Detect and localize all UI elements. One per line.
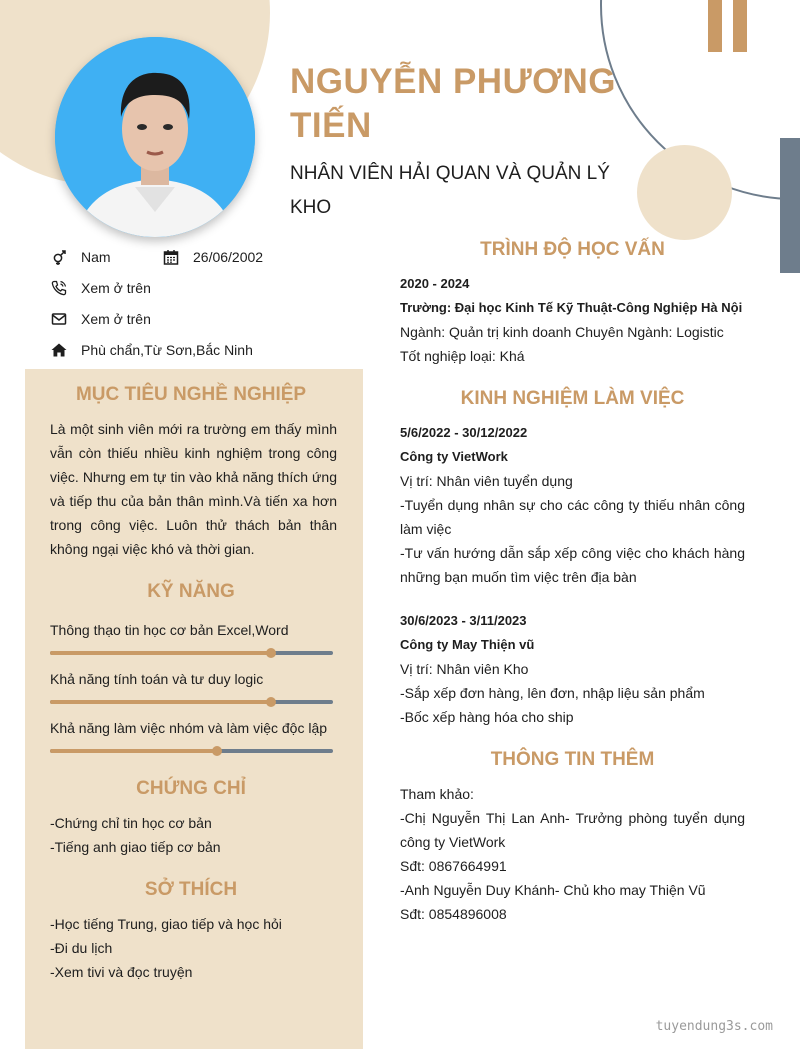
address-text: Phù chẩn,Từ Sơn,Bắc Ninh — [81, 342, 253, 358]
contact-email — [50, 310, 151, 328]
certificate-item: -Tiếng anh giao tiếp cơ bản — [50, 839, 221, 855]
hobby-item: -Đi du lịch — [50, 940, 113, 956]
hobby-item: -Học tiếng Trung, giao tiếp và học hỏi — [50, 916, 282, 932]
skill-bar-fill — [50, 700, 271, 704]
reference-item: -Chị Nguyễn Thị Lan Anh- Trưởng phòng tuyển dụng công ty VietWork — [400, 810, 745, 850]
job-position: Vị trí: Nhân viên tuyển dụng — [400, 473, 573, 489]
skill-label: Thông thạo tin học cơ bản Excel,Word — [50, 622, 289, 638]
calendar-icon — [162, 248, 180, 266]
job-company: Công ty VietWork — [400, 449, 508, 464]
watermark: tuyendung3s.com — [655, 1019, 773, 1034]
job-duty: -Bốc xếp hàng hóa cho ship — [400, 709, 574, 725]
reference-phone: Sđt: 0854896008 — [400, 906, 507, 922]
hobbies-title: SỞ THÍCH — [144, 879, 238, 900]
skill-bar — [50, 700, 333, 704]
home-icon — [50, 341, 68, 359]
education-school: Trường: Đại học Kinh Tế Kỹ Thuật-Công Nghiệp Hà Nội — [400, 300, 743, 315]
contact-birthday — [162, 248, 263, 266]
decorative-bar — [708, 0, 722, 52]
job-period: 5/6/2022 - 30/12/2022 — [400, 425, 528, 440]
contact-address — [50, 341, 253, 359]
certificates-title: CHỨNG CHỈ — [136, 778, 246, 799]
decorative-strip — [780, 138, 800, 273]
phone-text: Xem ở trên — [81, 280, 151, 296]
skill-bar — [50, 749, 333, 753]
skills-title: KỸ NĂNG — [147, 581, 235, 602]
skill-bar — [50, 651, 333, 655]
candidate-name: NGUYỄN PHƯƠNG TIẾN — [290, 62, 616, 145]
contact-gender — [50, 248, 111, 266]
birthday-text: 26/06/2002 — [193, 249, 264, 265]
reference-phone: Sđt: 0867664991 — [400, 858, 507, 874]
job-period: 30/6/2023 - 3/11/2023 — [400, 613, 527, 628]
education-grade: Tốt nghiệp loại: Khá — [400, 348, 525, 364]
decorative-bar — [733, 0, 747, 52]
experience-title: KINH NGHIỆM LÀM VIỆC — [460, 388, 685, 409]
job-duty: -Sắp xếp đơn hàng, lên đơn, nhập liệu sản phẩm — [400, 685, 705, 701]
portrait-illustration — [55, 37, 255, 237]
skill-bar-fill — [50, 651, 271, 655]
reference-label: Tham khảo: — [400, 786, 474, 802]
job-duty: -Tuyển dụng nhân sự cho các công ty thiếu nhân công làm việc — [400, 497, 745, 537]
education-major: Ngành: Quản trị kinh doanh Chuyên Ngành: Logistic — [400, 324, 724, 340]
skill-bar-knob — [212, 746, 222, 756]
phone-icon — [50, 279, 68, 297]
skill-bar-knob — [266, 697, 276, 707]
gender-text: Nam — [81, 249, 111, 265]
education-period: 2020 - 2024 — [400, 276, 470, 291]
objective-text: Là một sinh viên mới ra trường em thấy mình vẫn còn thiếu nhiều kinh nghiệm trong công việc. Nhưng em tự tin vào khả năng thích ứng và tiếp thu của bản thân mình.Và tiến xa hơn trong công việc. Luôn thử thách bản thân không ngại việc khó và thời gian. — [50, 421, 337, 557]
certificate-item: -Chứng chỉ tin học cơ bản — [50, 815, 212, 831]
gender-icon — [50, 248, 68, 266]
job-duty: -Tư vấn hướng dẫn sắp xếp công việc cho khách hàng những bạn muốn tìm việc trên địa bàn — [400, 545, 745, 585]
education-title: TRÌNH ĐỘ HỌC VẤN — [480, 239, 665, 260]
job-title: NHÂN VIÊN HẢI QUAN VÀ QUẢN LÝ KHO — [290, 163, 610, 218]
skill-label: Khả năng làm việc nhóm và làm việc độc lập — [50, 720, 328, 736]
avatar — [55, 37, 255, 237]
hobby-item: -Xem tivi và đọc truyện — [50, 964, 193, 980]
skill-bar-fill — [50, 749, 217, 753]
envelope-icon — [50, 310, 68, 328]
objective-title: MỤC TIÊU NGHỀ NGHIỆP — [75, 384, 307, 405]
job-company: Công ty May Thiện vũ — [400, 637, 535, 652]
skill-bar-knob — [266, 648, 276, 658]
decorative-small-circle — [637, 145, 732, 240]
email-text: Xem ở trên — [81, 311, 151, 327]
job-position: Vị trí: Nhân viên Kho — [400, 661, 529, 677]
contact-phone — [50, 279, 151, 297]
reference-item: -Anh Nguyễn Duy Khánh- Chủ kho may Thiện Vũ — [400, 882, 706, 898]
skill-label: Khả năng tính toán và tư duy logic — [50, 671, 264, 687]
additional-title: THÔNG TIN THÊM — [490, 749, 655, 770]
